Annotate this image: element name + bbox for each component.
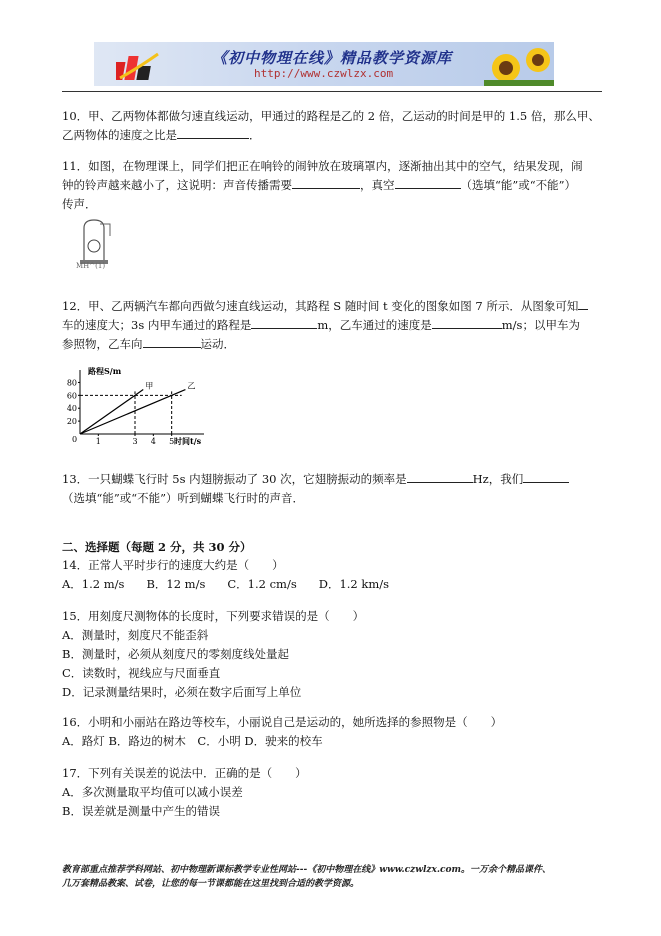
q11-line3: 传声． <box>62 197 97 211</box>
page-footer <box>62 863 602 891</box>
chart-origin-label: 0 <box>72 435 78 444</box>
q15-option-c[interactable]: C．读数时，视线应与尺面垂直 <box>62 666 221 680</box>
q11-line1: 11．如图，在物理课上，同学们把正在响铃的闹钟放在玻璃罩内，逐渐抽出其中的空气，结果发现，闹 <box>62 159 583 173</box>
chart-series-line-yi <box>80 390 185 434</box>
question-14 <box>62 556 602 594</box>
header-banner <box>94 42 554 86</box>
q15-option-b[interactable]: B．测量时，必须从刻度尺的零刻度线处量起 <box>62 647 289 661</box>
q12-blank-4[interactable] <box>143 335 201 348</box>
q12-line1: 12．甲、乙两辆汽车都向西做匀速直线运动，其路程 S 随时间 t 变化的图象如图 7 所示．从图象可知 <box>62 297 602 316</box>
q16-options[interactable]: A．路灯 B．路边的树木 C．小明 D．驶来的校车 <box>62 734 323 748</box>
q14-stem: 14．正常人平时步行的速度大约是（ ） <box>62 558 284 572</box>
q15-option-d[interactable]: D．记录测量结果时，必须在数字后面写上单位 <box>62 685 302 699</box>
question-15 <box>62 607 602 702</box>
q13-blank-2[interactable] <box>523 470 569 483</box>
q11-blank-2[interactable] <box>395 176 461 189</box>
question-16 <box>62 713 602 751</box>
sunflower-icon <box>484 42 554 86</box>
chart-ylabel: 路程S/m <box>88 366 122 376</box>
q12-blank-1[interactable] <box>578 297 588 310</box>
q13-blank-1[interactable] <box>407 470 473 483</box>
q10-blank[interactable] <box>177 126 249 139</box>
q14-options <box>62 575 602 594</box>
question-11 <box>62 157 602 214</box>
chart-series-label: 甲 <box>145 381 154 391</box>
q14-option-c[interactable]: C．1.2 cm/s <box>227 577 297 591</box>
q12-line2: 车的速度大；3s 内甲车通过的路程是 m，乙车通过的速度是 m/s；以甲车为 <box>62 318 580 332</box>
banner-url[interactable]: http://www.czwlzx.com <box>254 67 394 80</box>
chart-y-tick-label: 20 <box>66 417 77 427</box>
site-logo-icon <box>116 48 160 82</box>
header-rule <box>62 91 602 92</box>
chart-x-tick-label: 5 <box>169 437 175 446</box>
question-17 <box>62 764 602 821</box>
q11-line2: 钟的铃声越来越小了，这说明：声音传播需要 ，真空 （选填“能”或“不能”） <box>62 178 577 192</box>
banner-title: 《初中物理在线》精品教学资源库 <box>212 49 453 67</box>
q17-option-a[interactable]: A．多次测量取平均值可以减小误差 <box>62 785 243 799</box>
q12-line3: 参照物，乙车向 运动． <box>62 337 235 351</box>
chart-x-tick-label: 4 <box>150 437 156 446</box>
section-2-heading: 二、选择题（每题 2 分，共 30 分） <box>62 540 252 554</box>
q12-blank-2[interactable] <box>251 316 317 329</box>
chart-y-tick-label: 80 <box>66 378 77 388</box>
question-13 <box>62 470 602 508</box>
question-12 <box>62 297 602 354</box>
chart-y-tick-label: 40 <box>66 404 77 414</box>
q14-option-b[interactable]: B．12 m/s <box>146 577 206 591</box>
q11-blank-1[interactable] <box>292 176 360 189</box>
q10-line1: 10．甲、乙两物体都做匀速直线运动，甲通过的路程是乙的 2 倍，乙运动的时间是甲的 1.5 倍，那么甲、 <box>62 109 600 123</box>
chart-series-label: 乙 <box>187 381 196 391</box>
q17-stem: 17．下列有关误差的说法中．正确的是（ ） <box>62 766 307 780</box>
q14-option-d[interactable]: D．1.2 km/s <box>318 577 390 591</box>
footer-line-1: 教育部重点推荐学科网站、初中物理新课标教学专业性网站---《初中物理在线》www.czwlzx.com。一万余个精品课件、 <box>62 865 552 875</box>
q15-option-a[interactable]: A．测量时，刻度尺不能歪斜 <box>62 628 209 642</box>
chart-y-tick-label: 60 <box>66 391 77 401</box>
q16-stem: 16．小明和小丽站在路边等校车，小丽说自己是运动的，她所选择的参照物是（ ） <box>62 715 503 729</box>
chart-x-tick-label: 3 <box>132 437 138 446</box>
q12-blank-3[interactable] <box>432 316 502 329</box>
question-10 <box>62 107 602 145</box>
q17-option-b[interactable]: B．误差就是测量中产生的错误 <box>62 804 220 818</box>
chart-xlabel: 时间t/s <box>174 436 202 446</box>
q13-line2: （选填“能”或“不能”）听到蝴蝶飞行时的声音． <box>62 491 305 505</box>
footer-line-2: 几万套精品教案、试卷，让您的每一节课都能在这里找到合适的教学资源。 <box>62 879 360 889</box>
distance-time-chart <box>62 364 222 448</box>
chart-x-tick-label: 1 <box>95 437 101 446</box>
q15-stem: 15．用刻度尺测物体的长度时，下列要求错误的是（ ） <box>62 609 365 623</box>
q14-option-a[interactable]: A．1.2 m/s <box>62 577 125 591</box>
bell-jar-label: MH^(1) <box>76 262 106 270</box>
q13-line1: 13．一只蝴蝶飞行时 5s 内翅膀振动了 30 次，它翅膀振动的频率是 Hz，我们 <box>62 470 602 489</box>
q10-line2: 乙两物体的速度之比是 ． <box>62 128 261 142</box>
